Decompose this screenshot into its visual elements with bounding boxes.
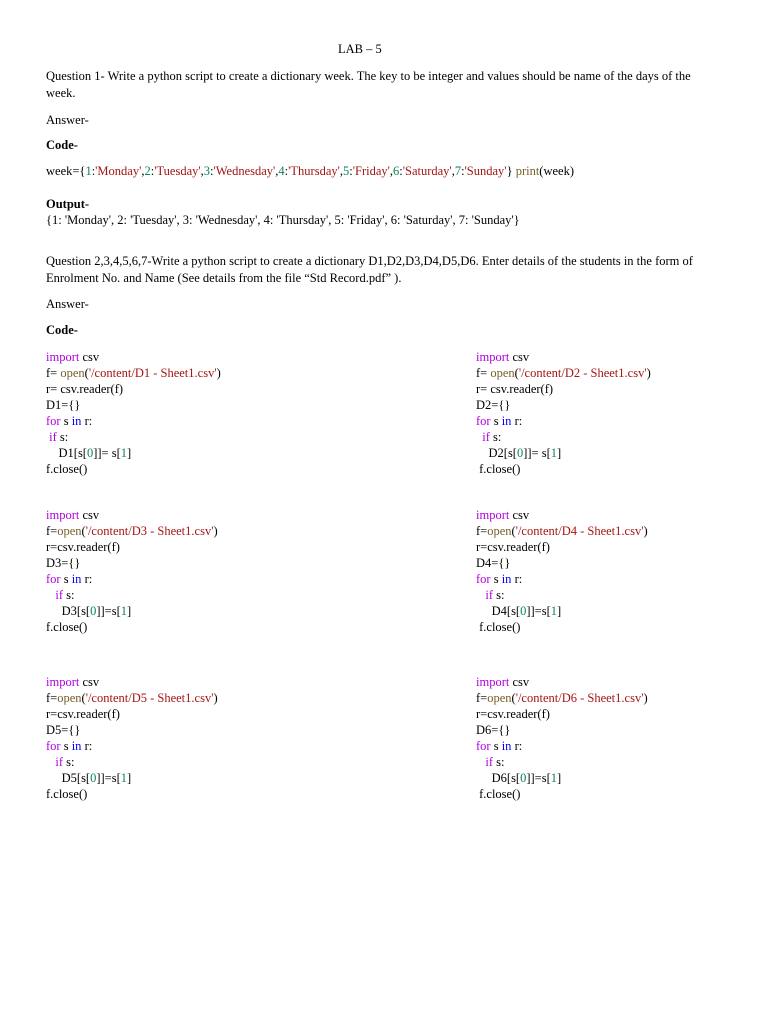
code-token: D6={} <box>476 723 511 737</box>
code-token: , <box>275 164 279 178</box>
code-line <box>46 555 218 571</box>
code-token: f.close() <box>476 787 521 801</box>
code-token: 5 <box>343 164 350 178</box>
code-token: f.close() <box>476 462 521 476</box>
code-token: r=csv.reader(f) <box>46 540 120 554</box>
code-token: 2 <box>144 164 151 178</box>
code-token: r= csv.reader(f) <box>476 382 554 396</box>
code-token: for <box>476 572 491 586</box>
code-token: if <box>485 755 494 769</box>
code-token: import <box>46 675 80 689</box>
code-token: : <box>399 164 403 178</box>
code-token <box>46 588 55 602</box>
code-token: open <box>57 691 82 705</box>
code-token: r=csv.reader(f) <box>476 540 550 554</box>
code-token: 6 <box>393 164 400 178</box>
code-line <box>46 429 221 445</box>
code-token: week={ <box>46 164 86 178</box>
code-token: for <box>46 414 61 428</box>
code-token: 0 <box>520 604 527 618</box>
code-token: ]]=s[ <box>526 771 551 785</box>
code-token: f= <box>46 524 58 538</box>
code-token: s <box>490 739 502 753</box>
code-line <box>476 619 648 635</box>
output-text: {1: 'Monday', 2: 'Tuesday', 3: 'Wednesday', 4: 'Thursday', 5: 'Friday', 6: 'Saturday', 7: 'Sunday'} <box>46 213 520 227</box>
code-token: s: <box>493 588 505 602</box>
code-token: s: <box>56 430 69 444</box>
code-token: csv <box>509 508 530 522</box>
code-line <box>476 770 648 786</box>
code-token: for <box>46 572 61 586</box>
code-token: , <box>141 164 145 178</box>
code-block-d4 <box>476 507 648 635</box>
code-token: f.close() <box>46 620 88 634</box>
code-token: f= <box>46 366 61 380</box>
code-token: ) <box>643 691 648 705</box>
code-token: in <box>501 414 512 428</box>
code-token: import <box>476 675 510 689</box>
code-token: 4 <box>278 164 285 178</box>
code-token: r: <box>511 414 523 428</box>
code-token: : <box>91 164 96 178</box>
code-token: : <box>461 164 465 178</box>
code-line <box>46 587 218 603</box>
code-token: D3[s[ <box>46 604 91 618</box>
code-token: ]]=s[ <box>526 604 551 618</box>
code-token: r= csv.reader(f) <box>46 382 124 396</box>
code-line <box>46 349 221 365</box>
code-token: : <box>284 164 289 178</box>
code-token: 'Tuesday' <box>154 164 201 178</box>
code-line <box>476 754 648 770</box>
code-token: D4[s[ <box>476 604 521 618</box>
code-token: open <box>57 524 82 538</box>
code-token: '/content/D5 - Sheet1.csv' <box>85 691 214 705</box>
code-token: 1 <box>85 164 92 178</box>
code-token: ] <box>557 446 562 460</box>
code-line <box>46 397 221 413</box>
code-line <box>476 674 648 690</box>
code-token: s <box>60 572 72 586</box>
code-token: open <box>487 691 512 705</box>
code-token: 1 <box>550 604 557 618</box>
code-line <box>476 690 648 706</box>
code-line <box>46 770 218 786</box>
question-1-text: Question 1- Write a python script to create a dictionary week. The key to be integer and values should be name of the days of the week. <box>46 69 691 100</box>
code-token: csv <box>79 350 100 364</box>
code-block-d6 <box>476 674 648 802</box>
code-token: : <box>349 164 353 178</box>
code-token: if <box>55 588 64 602</box>
code-line <box>46 523 218 539</box>
code-token: 0 <box>90 771 97 785</box>
code-token: in <box>501 572 512 586</box>
code-token: ] <box>127 604 132 618</box>
code-token: ) <box>213 524 218 538</box>
code-token: for <box>46 739 61 753</box>
code-token: r=csv.reader(f) <box>46 707 120 721</box>
code-token: 0 <box>86 446 94 460</box>
code-token: for <box>476 739 491 753</box>
code-token: f= <box>476 691 488 705</box>
code-line <box>46 507 218 523</box>
code-token: D6[s[ <box>476 771 521 785</box>
code-line <box>476 523 648 539</box>
code-line <box>476 603 648 619</box>
code-token: import <box>476 350 510 364</box>
code-token: s <box>60 414 72 428</box>
code-token: import <box>476 508 510 522</box>
code-line <box>476 571 648 587</box>
code-line <box>476 706 648 722</box>
page-title: LAB – 5 <box>338 42 382 56</box>
code-token: '/content/D6 - Sheet1.csv' <box>515 691 644 705</box>
code-token: D2={} <box>476 398 511 412</box>
code-token: ) <box>213 691 218 705</box>
code-token: ] <box>127 771 132 785</box>
code-line <box>46 603 218 619</box>
code-token: import <box>46 350 80 364</box>
code-token: ]]=s[ <box>96 771 121 785</box>
code-token: csv <box>509 350 530 364</box>
code-token: ( <box>81 524 86 538</box>
code-token: D3={} <box>46 556 81 570</box>
code-line <box>476 365 651 381</box>
code-line <box>46 706 218 722</box>
code-token: s <box>60 739 72 753</box>
code-line <box>476 555 648 571</box>
code-token: r: <box>81 572 93 586</box>
code-token: for <box>476 414 491 428</box>
code-token: csv <box>79 508 100 522</box>
code-token: 1 <box>120 446 127 460</box>
code-token: s: <box>493 755 505 769</box>
code-token: ( <box>511 524 516 538</box>
code-token: f= <box>476 524 488 538</box>
code-token: r: <box>511 739 523 753</box>
code-token: in <box>71 414 82 428</box>
code-token: '/content/D1 - Sheet1.csv' <box>88 366 217 380</box>
code-token: D4={} <box>476 556 511 570</box>
code-line <box>476 786 648 802</box>
code-token: f.close() <box>46 462 88 476</box>
code-token: (week) <box>539 164 574 178</box>
code-token: f.close() <box>476 620 521 634</box>
code-token: ]]= s[ <box>93 446 121 460</box>
code-token: 1 <box>120 604 127 618</box>
code-line <box>476 349 651 365</box>
code-token: D2[s[ <box>476 446 517 460</box>
code-token: D1={} <box>46 398 81 412</box>
code-line <box>46 413 221 429</box>
code-token: s: <box>489 430 502 444</box>
code-token: import <box>46 508 80 522</box>
code-token: ]]=s[ <box>96 604 121 618</box>
code-token: if <box>55 755 64 769</box>
code-block-d3 <box>46 507 218 635</box>
code-token: r: <box>81 414 93 428</box>
code-token: 7 <box>454 164 462 178</box>
code-token: } <box>506 164 516 178</box>
code-line <box>46 619 218 635</box>
code-line <box>476 461 651 477</box>
code-token: ]]= s[ <box>523 446 551 460</box>
code-token: s: <box>63 588 75 602</box>
code-line <box>46 738 218 754</box>
code-token: f= <box>476 366 491 380</box>
code-token: ] <box>557 604 562 618</box>
code-label-1: Code- <box>46 138 78 152</box>
code-line <box>46 722 218 738</box>
code-token: if <box>485 588 494 602</box>
code-token: : <box>150 164 155 178</box>
code-line <box>46 571 218 587</box>
code-token: if <box>482 430 490 444</box>
code-token: 0 <box>90 604 97 618</box>
code-token: 3 <box>203 164 210 178</box>
code-token: 1 <box>120 771 127 785</box>
code-line <box>46 381 221 397</box>
code-line <box>476 429 651 445</box>
code-token: '/content/D3 - Sheet1.csv' <box>85 524 214 538</box>
code-token: , <box>339 164 343 178</box>
code-token: '/content/D4 - Sheet1.csv' <box>515 524 644 538</box>
code-token: open <box>60 366 85 380</box>
code-token: in <box>71 739 82 753</box>
code-token: , <box>389 164 393 178</box>
week-code-line <box>46 164 574 179</box>
code-token: open <box>490 366 515 380</box>
code-token: ( <box>81 691 86 705</box>
code-token: ( <box>84 366 89 380</box>
code-line <box>46 461 221 477</box>
code-line <box>476 587 648 603</box>
code-token: csv <box>79 675 100 689</box>
code-line <box>46 674 218 690</box>
code-line <box>46 786 218 802</box>
code-line <box>476 381 651 397</box>
code-token: ) <box>216 366 221 380</box>
code-token: in <box>71 572 82 586</box>
code-line <box>476 722 648 738</box>
code-token <box>476 588 485 602</box>
code-line <box>476 738 648 754</box>
code-token: ] <box>127 446 132 460</box>
code-token: ) <box>643 524 648 538</box>
code-token: 1 <box>550 446 557 460</box>
code-token: ( <box>511 691 516 705</box>
code-token: 'Sunday' <box>464 164 507 178</box>
code-token: 'Monday' <box>95 164 142 178</box>
code-line <box>476 413 651 429</box>
code-line <box>476 397 651 413</box>
question-2-text: Question 2,3,4,5,6,7-Write a python script to create a dictionary D1,D2,D3,D4,D5,D6. Enter details of the students in the form of Enrolment No. and Name (See details from the file “Std Record.pdf” ). <box>46 254 693 285</box>
code-block-d2 <box>476 349 651 477</box>
code-token: , <box>451 164 455 178</box>
code-token: s: <box>63 755 75 769</box>
code-token: , <box>200 164 204 178</box>
code-token: ( <box>514 366 519 380</box>
code-token: f.close() <box>46 787 88 801</box>
code-token: open <box>487 524 512 538</box>
code-line <box>46 445 221 461</box>
answer-label-1: Answer- <box>46 113 89 127</box>
code-token: 0 <box>520 771 527 785</box>
code-token: 'Wednesday' <box>213 164 276 178</box>
code-token: '/content/D2 - Sheet1.csv' <box>518 366 647 380</box>
code-token: r: <box>81 739 93 753</box>
code-label-2: Code- <box>46 323 78 337</box>
code-token: 'Saturday' <box>402 164 452 178</box>
code-token: s <box>490 414 502 428</box>
code-token: 1 <box>550 771 557 785</box>
code-token: D5={} <box>46 723 81 737</box>
code-block-d1 <box>46 349 221 477</box>
code-token: s <box>490 572 502 586</box>
code-token: 0 <box>516 446 524 460</box>
code-token: print <box>515 164 540 178</box>
code-token: ] <box>557 771 562 785</box>
code-line <box>46 754 218 770</box>
code-line <box>46 539 218 555</box>
code-token: f= <box>46 691 58 705</box>
code-token: : <box>210 164 214 178</box>
code-token: in <box>501 739 512 753</box>
code-token: 'Friday' <box>352 164 390 178</box>
code-line <box>476 445 651 461</box>
code-token: r=csv.reader(f) <box>476 707 550 721</box>
code-block-d5 <box>46 674 218 802</box>
code-token: D5[s[ <box>46 771 91 785</box>
code-token: csv <box>509 675 530 689</box>
code-line <box>46 365 221 381</box>
code-token <box>46 755 55 769</box>
code-token: r: <box>511 572 523 586</box>
code-token: D1[s[ <box>46 446 87 460</box>
code-token: if <box>49 430 57 444</box>
code-token: ) <box>646 366 651 380</box>
answer-label-2: Answer- <box>46 297 89 311</box>
code-line <box>476 507 648 523</box>
output-label: Output- <box>46 197 90 211</box>
code-token: 'Thursday' <box>288 164 340 178</box>
code-line <box>476 539 648 555</box>
code-line <box>46 690 218 706</box>
code-token <box>476 755 485 769</box>
